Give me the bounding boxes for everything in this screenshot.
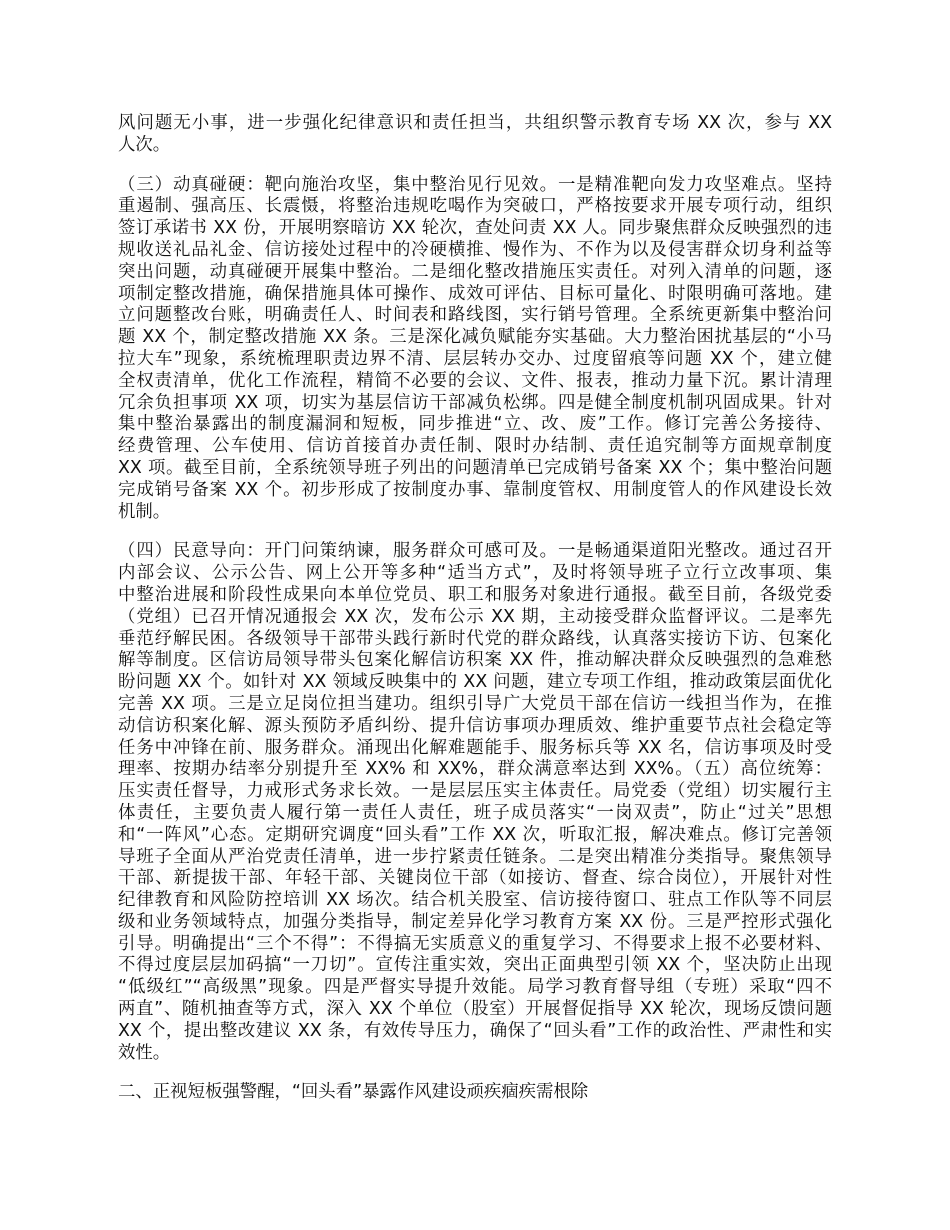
- text-line: 纪律教育和风险防控培训 XX 场次。结合机关股室、信访接待窗口、驻点工作队等不同层: [118, 890, 832, 911]
- text-line: 任务中冲锋在前、服务群众。涌现出化解难题能手、服务标兵等 XX 名，信访事项及时受: [118, 737, 832, 758]
- paragraph: [118, 541, 832, 1064]
- text-line: 项制定整改措施，确保措施具体可操作、成效可评估、目标可量化、时限明确可落地。建: [118, 283, 832, 304]
- text-line: 立问题整改台账，明确责任人、时间表和路线图，实行销号管理。全系统更新集中整治问: [118, 305, 832, 326]
- text-line: 机制。: [118, 501, 171, 522]
- text-line: 垂范纾解民困。各级领导干部带头践行新时代党的群众路线，认真落实接访下访、包案化: [118, 628, 832, 649]
- text-line: 突出问题，动真碰硬开展集中整治。二是细化整改措施压实责任。对列入清单的问题，逐: [118, 261, 832, 282]
- text-line: 完成销号备案 XX 个。初步形成了按制度办事、靠制度管权、用制度管人的作风建设长效: [118, 479, 832, 500]
- text-line: 题 XX 个，制定整改措施 XX 条。三是深化减负赋能夯实基础。大力整治困扰基层的“小马: [118, 327, 832, 348]
- text-line: 全权责清单，优化工作流程，精简不必要的会议、文件、报表，推动力量下沉。累计清理: [118, 370, 832, 391]
- text-line: 中整治进展和阶段性成果向本单位党员、职工和服务对象进行通报。截至目前，各级党委: [118, 584, 832, 605]
- text-line: 重遏制、强高压、长震慑，将整治违规吃喝作为突破口，严格按要求开展专项行动，组织: [118, 196, 832, 217]
- text-line: （三）动真碰硬：靶向施治攻坚，集中整治见行见效。一是精准靶向发力攻坚难点。坚持: [118, 174, 832, 195]
- text-line: （党组）已召开情况通报会 XX 次，发布公示 XX 期，主动接受群众监督评议。二是率先: [118, 606, 832, 627]
- text-line: 集中整治暴露出的制度漏洞和短板，同步推进“立、改、废”工作。修订完善公务接待、: [118, 414, 832, 435]
- text-line: 盼问题 XX 个。如针对 XX 领域反映集中的 XX 问题，建立专项工作组，推动政策层面优化: [118, 672, 832, 693]
- section-heading: 二、正视短板强警醒，“回头看”暴露作风建设顽疾痼疾需根除: [118, 1082, 589, 1103]
- text-line: 效性。: [118, 1042, 171, 1063]
- text-line: 人次。: [118, 134, 171, 155]
- text-line: （四）民意导向：开门问策纳谏，服务群众可感可及。一是畅通渠道阳光整改。通过召开: [118, 541, 832, 562]
- text-line: 经费管理、公车使用、信访首接首办责任制、限时办结制、责任追究制等方面规章制度: [118, 436, 832, 457]
- document-body: [118, 113, 832, 1104]
- text-line: 两直”、随机抽查等方式，深入 XX 个单位（股室）开展督促指导 XX 轮次，现场反馈问题: [118, 999, 832, 1020]
- text-line: 内部会议、公示公告、网上公开等多种“适当方式”，及时将领导班子立行立改事项、集: [118, 563, 832, 584]
- text-line: 干部、新提拔干部、年轻干部、关键岗位干部（如接访、督查、综合岗位），开展针对性: [118, 868, 832, 889]
- text-line: XX 个，提出整改建议 XX 条，有效传导压力，确保了“回头看”工作的政治性、严肃性和实: [118, 1020, 832, 1041]
- paragraph: [118, 175, 832, 524]
- text-line: XX 项。截至目前，全系统领导班子列出的问题清单已完成销号备案 XX 个；集中整治问题: [118, 457, 832, 478]
- text-line: 完善 XX 项。三是立足岗位担当建功。组织引导广大党员干部在信访一线担当作为，在推: [118, 693, 832, 714]
- text-line: 级和业务领域特点，加强分类指导，制定差异化学习教育方案 XX 份。三是严控形式强化: [118, 911, 832, 932]
- text-line: 压实责任督导，力戒形式务求长效。一是层层压实主体责任。局党委（党组）切实履行主: [118, 781, 832, 802]
- text-line: 规收送礼品礼金、信访接处过程中的冷硬横推、慢作为、不作为以及侵害群众切身利益等: [118, 239, 832, 260]
- text-line: 动信访积案化解、源头预防矛盾纠纷、提升信访事项办理质效、维护重要节点社会稳定等: [118, 715, 832, 736]
- text-line: 导班子全面从严治党责任清单，进一步拧紧责任链条。二是突出精准分类指导。聚焦领导: [118, 846, 832, 867]
- text-line: 体责任，主要负责人履行第一责任人责任，班子成员落实“一岗双责”，防止“过关”思想: [118, 802, 832, 823]
- text-line: 拉大车”现象，系统梳理职责边界不清、层层转办交办、过度留痕等问题 XX 个，建立健: [118, 348, 832, 369]
- text-line: 签订承诺书 XX 份，开展明察暗访 XX 轮次，查处问责 XX 人。同步聚焦群众反映强烈的违: [118, 218, 832, 239]
- text-line: 不得过度层层加码搞“一刀切”。宣传注重实效，突出正面典型引领 XX 个，坚决防止出现: [118, 955, 832, 976]
- text-line: 风问题无小事，进一步强化纪律意识和责任担当，共组织警示教育专场 XX 次，参与 XX: [118, 113, 832, 133]
- text-line: “低级红”“高级黑”现象。四是严督实导提升效能。局学习教育督导组（专班）采取“四不: [118, 977, 832, 998]
- text-line: 引导。明确提出“三个不得”：不得搞无实质意义的重复学习、不得要求上报不必要材料、: [118, 933, 832, 954]
- text-line: 和“一阵风”心态。定期研究调度“回头看”工作 XX 次，听取汇报，解决难点。修订完善领: [118, 824, 832, 845]
- text-line: 冗余负担事项 XX 项，切实为基层信访干部减负松绑。四是健全制度机制巩固成果。针对: [118, 392, 832, 413]
- text-line: 理率、按期办结率分别提升至 XX% 和 XX%，群众满意率达到 XX%。（五）高位统筹：: [118, 759, 832, 780]
- paragraph: [118, 113, 832, 157]
- text-line: 解等制度。区信访局领导带头包案化解信访积案 XX 件，推动解决群众反映强烈的急难愁: [118, 650, 832, 671]
